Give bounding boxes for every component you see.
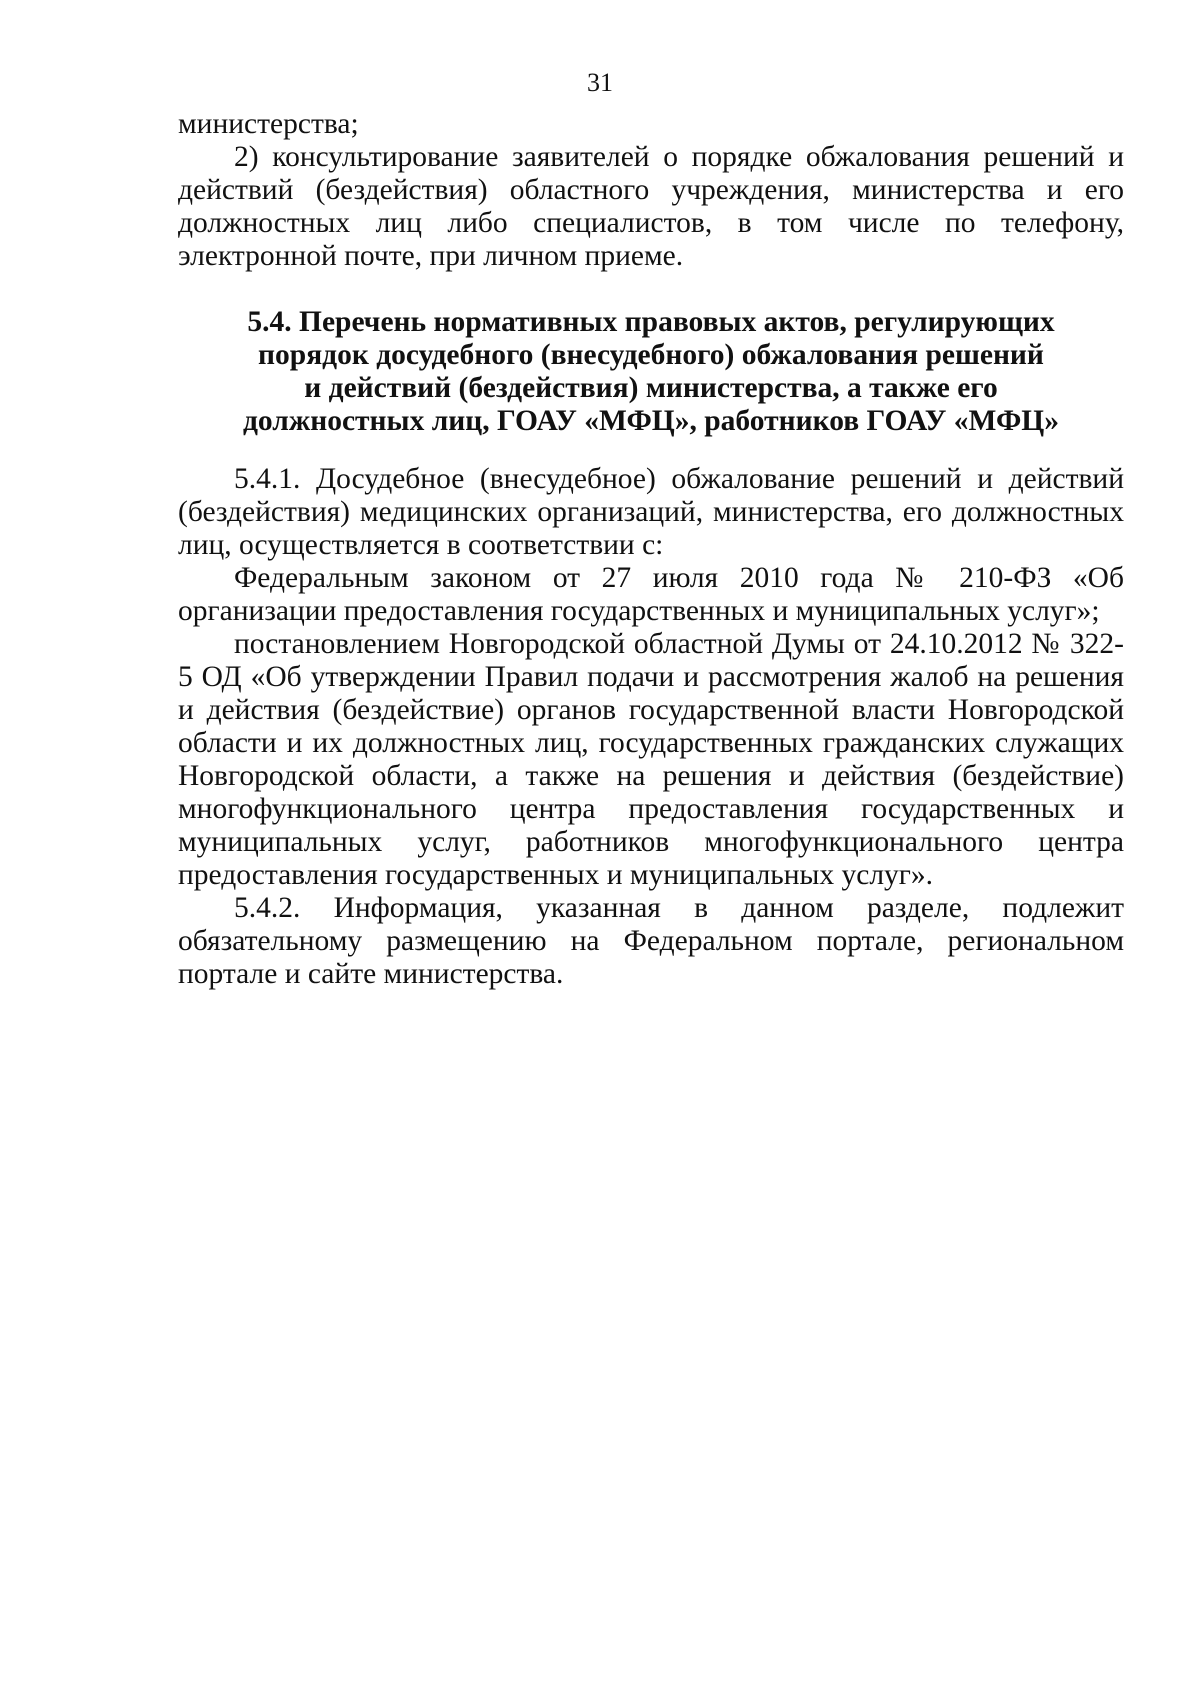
page-number: 31 [587, 68, 613, 97]
paragraph-federal-law: Федеральным законом от 27 июля 2010 года № 210-ФЗ «Об организации предоставления государственных и муниципальных услуг»; [178, 562, 1124, 627]
paragraph-5-4-1: 5.4.1. Досудебное (внесудебное) обжалование решений и действий (бездействия) медицинских организаций, министерства, его должностных лиц, осуществляется в соответствии с: [178, 463, 1124, 561]
paragraph-continuation: министерства; [178, 108, 359, 140]
document-body [178, 108, 1124, 991]
section-heading-line: порядок досудебного (внесудебного) обжалования решений [258, 339, 1044, 371]
section-heading-line: должностных лиц, ГОАУ «МФЦ», работников ГОАУ «МФЦ» [242, 405, 1060, 437]
section-heading [178, 306, 1124, 438]
paragraph-item-2: 2) консультирование заявителей о порядке обжалования решений и действий (бездействия) областного учреждения, министерства и его должностных лиц либо специалистов, в том числе по телефону, электронной почте, при личном приеме. [178, 141, 1124, 272]
section-heading-line: и действий (бездействия) министерства, а также его [304, 372, 998, 404]
section-heading-line: 5.4. Перечень нормативных правовых актов, регулирующих [247, 306, 1055, 338]
paragraph-5-4-2: 5.4.2. Информация, указанная в данном разделе, подлежит обязательному размещению на Федеральном портале, региональном портале и сайте министерства. [178, 892, 1124, 990]
paragraph-regional-resolution: постановлением Новгородской областной Думы от 24.10.2012 № 322-5 ОД «Об утверждении Правил подачи и рассмотрения жалоб на решения и действия (бездействие) органов государственной власти Новгородской области и их должностных лиц, государственных гражданских служащих Новгородской области, а также на решения и действия (бездействие) многофункционального центра предоставления государственных и муниципальных услуг, работников многофункционального центра предоставления государственных и муниципальных услуг». [178, 628, 1124, 891]
